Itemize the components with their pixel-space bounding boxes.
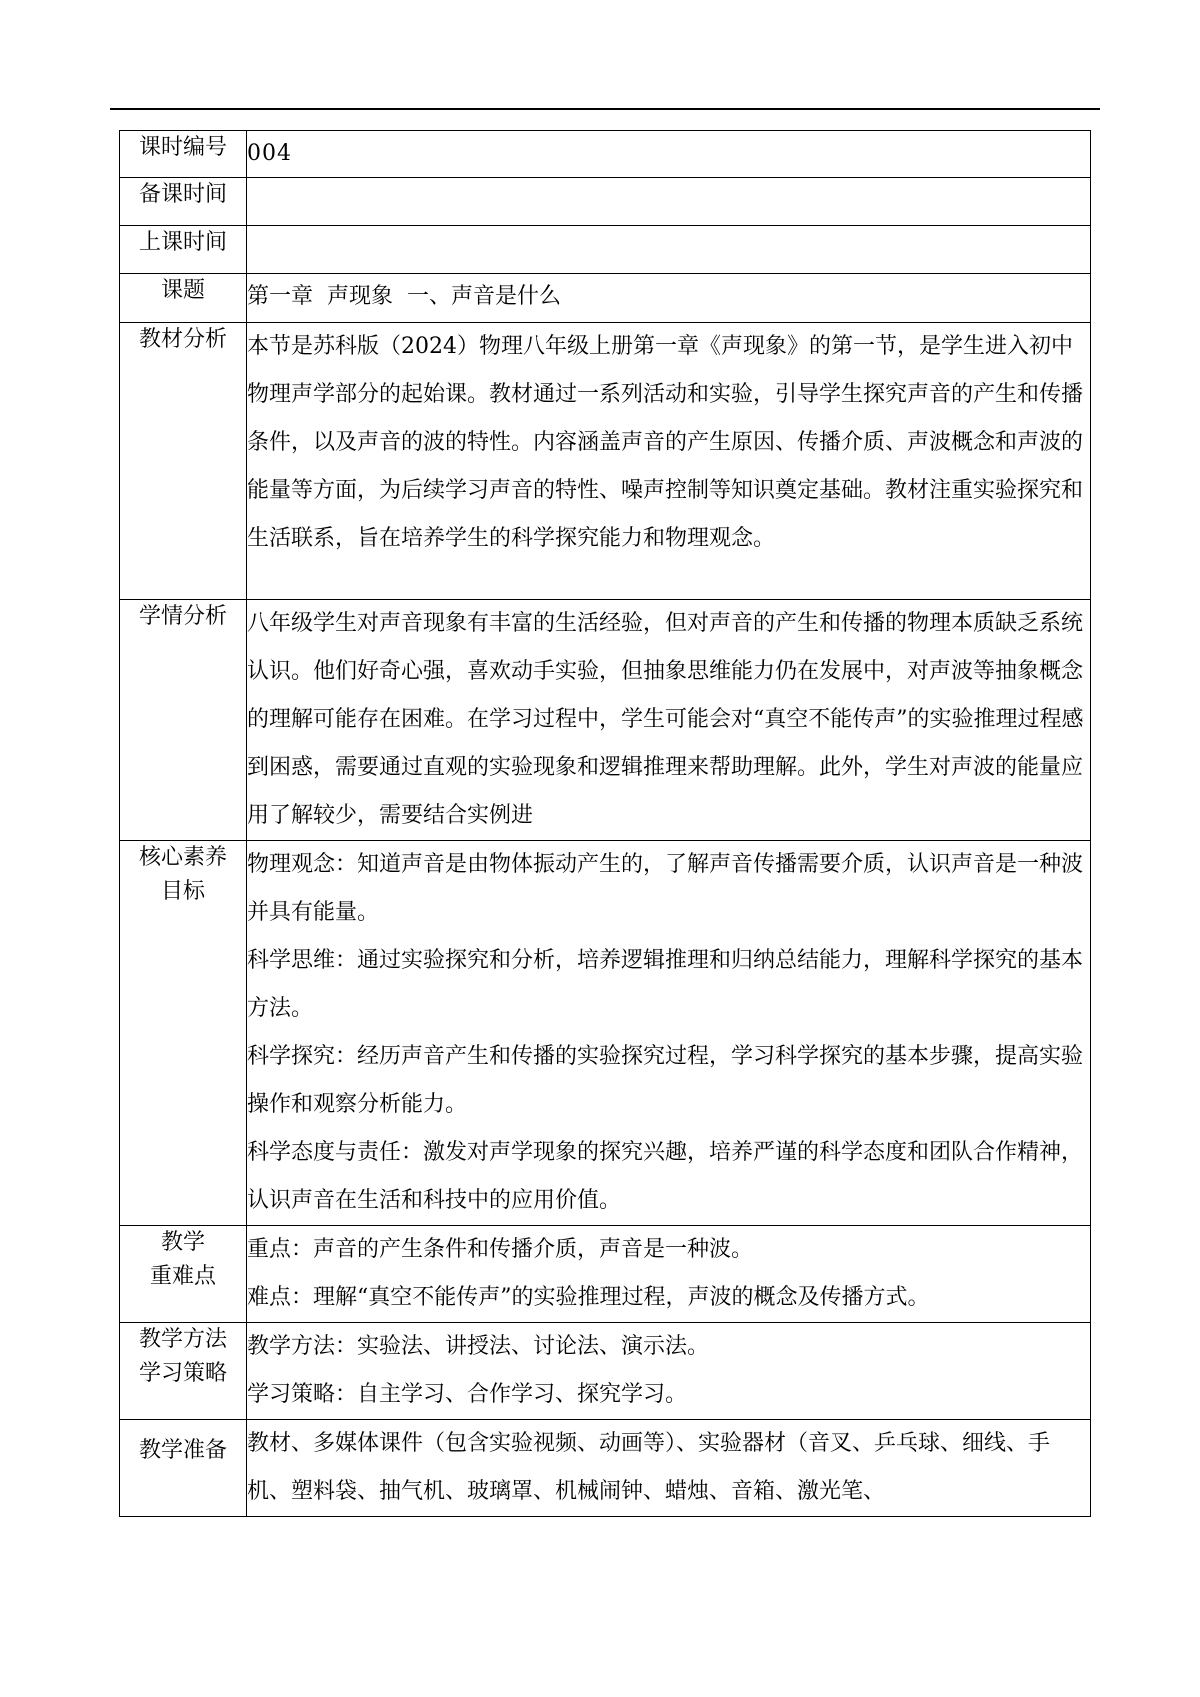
cell-student-analysis	[247, 600, 1091, 841]
row-lesson-no	[120, 131, 1091, 178]
difficult-point-text: 难点：理解“真空不能传声”的实验推理过程，声波的概念及传播方式。	[247, 1285, 930, 1310]
label-core-goals	[120, 841, 247, 1226]
goal-physics-concept: 物理观念：知道声音是由物体振动产生的，了解声音传播需要介质，认识声音是一种波并具有能量。	[247, 852, 1084, 925]
value-topic: 第一章 声现象 一、声音是什么	[247, 274, 1091, 323]
label-preparation: 教学准备	[120, 1420, 247, 1517]
student-analysis-text: 八年级学生对声音现象有丰富的生活经验，但对声音的产生和传播的物理本质缺乏系统认识。他们好奇心强，喜欢动手实验，但抽象思维能力仍在发展中，对声波等抽象概念的理解可能存在困难。在学习过程中，学生可能会对“真空不能传声”的实验推理过程感到困惑，需要通过直观的实验现象和逻辑推理来帮助理解。此外，学生对声波的能量应用了解较少，需要结合实例进	[247, 611, 1084, 828]
label-methods-line2: 学习策略	[138, 1361, 227, 1387]
cell-material-analysis	[247, 323, 1091, 600]
value-class-time	[247, 226, 1091, 274]
label-lesson-no: 课时编号	[120, 131, 247, 178]
learning-strategies-text: 学习策略：自主学习、合作学习、探究学习。	[247, 1382, 688, 1407]
material-analysis-text: 本节是苏科版（2024）物理八年级上册第一章《声现象》的第一节，是学生进入初中物理声学部分的起始课。教材通过一系列活动和实验，引导学生探究声音的产生和传播条件，以及声音的波的特性。内容涵盖声音的产生原因、传播介质、声波概念和声波的能量等方面，为后续学习声音的特性、噪声控制等知识奠定基础。教材注重实验探究和生活联系，旨在培养学生的科学探究能力和物理观念。	[247, 334, 1084, 551]
row-prep-time	[120, 178, 1091, 226]
preparation-text: 教材、多媒体课件（包含实验视频、动画等）、实验器材（音叉、乒乓球、细线、手机、塑料袋、抽气机、玻璃罩、机械闹钟、蜡烛、音箱、激光笔、	[247, 1431, 1051, 1504]
row-class-time	[120, 226, 1091, 274]
row-methods	[120, 1323, 1091, 1420]
label-core-goals-line2: 目标	[160, 879, 205, 905]
label-topic: 课题	[120, 274, 247, 323]
cell-key-points	[247, 1226, 1091, 1323]
header-rule	[110, 108, 1100, 110]
label-prep-time: 备课时间	[120, 178, 247, 226]
row-key-points	[120, 1226, 1091, 1323]
label-key-points-line1: 教学	[160, 1230, 205, 1255]
value-lesson-no: 004	[247, 131, 1091, 178]
goal-attitude-responsibility: 科学态度与责任：激发对声学现象的探究兴趣，培养严谨的科学态度和团队合作精神，认识声音在生活和科技中的应用价值。	[247, 1140, 1084, 1213]
label-methods	[120, 1323, 247, 1420]
label-student-analysis: 学情分析	[120, 600, 247, 841]
cell-methods	[247, 1323, 1091, 1420]
row-preparation	[120, 1420, 1091, 1517]
goal-scientific-thinking: 科学思维：通过实验探究和分析，培养逻辑推理和归纳总结能力，理解科学探究的基本方法。	[247, 948, 1084, 1021]
label-key-points-line2: 重难点	[149, 1264, 216, 1290]
label-methods-line1: 教学方法	[138, 1327, 227, 1352]
goal-scientific-inquiry: 科学探究：经历声音产生和传播的实验探究过程，学习科学探究的基本步骤，提高实验操作和观察分析能力。	[247, 1044, 1084, 1117]
cell-core-goals	[247, 841, 1091, 1226]
row-core-goals	[120, 841, 1091, 1226]
row-material-analysis	[120, 323, 1091, 600]
value-prep-time	[247, 178, 1091, 226]
label-core-goals-line1: 核心素养	[138, 845, 227, 870]
label-class-time: 上课时间	[120, 226, 247, 274]
key-point-text: 重点：声音的产生条件和传播介质，声音是一种波。	[247, 1237, 754, 1262]
teaching-methods-text: 教学方法：实验法、讲授法、讨论法、演示法。	[247, 1334, 710, 1359]
label-key-points	[120, 1226, 247, 1323]
label-material-analysis: 教材分析	[120, 323, 247, 600]
lesson-plan-table	[119, 130, 1091, 1517]
row-student-analysis	[120, 600, 1091, 841]
cell-preparation	[247, 1420, 1091, 1517]
row-topic	[120, 274, 1091, 323]
